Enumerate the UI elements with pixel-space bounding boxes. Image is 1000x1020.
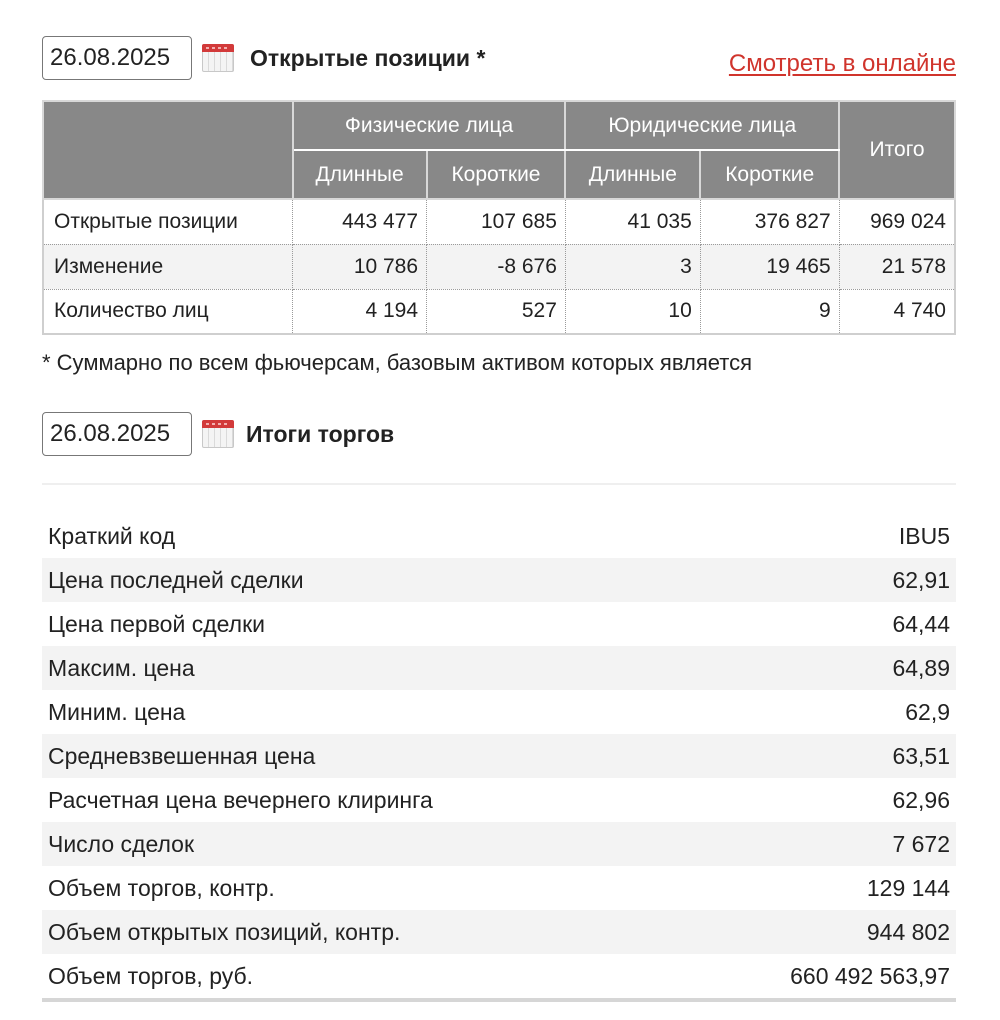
item-label: Миним. цена: [48, 698, 186, 725]
list-item: [42, 646, 956, 690]
list-item: [42, 778, 956, 822]
trading-results-list: [42, 514, 956, 1002]
item-label: Цена последней сделки: [48, 566, 304, 593]
calendar-icon[interactable]: [202, 420, 234, 448]
list-item: [42, 822, 956, 866]
item-value: 62,96: [892, 786, 950, 813]
cell-value: 41 035: [565, 199, 700, 244]
cell-value: 10: [565, 289, 700, 334]
header-total: Итого: [839, 101, 955, 199]
header-individuals-short: Короткие: [427, 150, 566, 199]
list-item: [42, 558, 956, 602]
item-label: Объем торгов, руб.: [48, 962, 254, 989]
item-value: 62,91: [892, 566, 950, 593]
cell-value: -8 676: [427, 244, 566, 289]
list-item: [42, 602, 956, 646]
item-value: 64,44: [892, 610, 950, 637]
cell-value: 443 477: [293, 199, 427, 244]
cell-value: 969 024: [839, 199, 955, 244]
item-value: 62,9: [905, 698, 950, 725]
cell-value: 107 685: [427, 199, 566, 244]
item-value: 944 802: [866, 918, 950, 945]
table-row-change: [43, 244, 955, 289]
header-individuals: Физические лица: [293, 101, 566, 150]
cell-value: 3: [565, 244, 700, 289]
view-online-link[interactable]: Смотреть в онлайне: [728, 50, 956, 77]
open-positions-date-input[interactable]: [42, 36, 192, 80]
row-label: Открытые позиции: [43, 199, 293, 244]
row-label: Количество лиц: [43, 289, 293, 334]
list-item: [42, 866, 956, 910]
item-label: Средневзвешенная цена: [48, 742, 316, 769]
list-item: [42, 514, 956, 558]
item-label: Число сделок: [48, 830, 195, 857]
list-bottom-border: [42, 998, 956, 1002]
header-legal-long: Длинные: [565, 150, 700, 199]
trading-results-title: Итоги торгов: [246, 420, 395, 447]
footnote: * Суммарно по всем фьючерсам, базовым активом которых является: [42, 350, 753, 375]
item-label: Максим. цена: [48, 654, 195, 681]
trading-results-header: [42, 412, 394, 456]
item-value: 63,51: [892, 742, 950, 769]
item-label: Расчетная цена вечернего клиринга: [48, 786, 433, 813]
cell-value: 10 786: [293, 244, 427, 289]
empty-header-cell: [43, 101, 293, 199]
item-label: Цена первой сделки: [48, 610, 265, 637]
calendar-icon[interactable]: [202, 44, 234, 72]
table-row-open-positions: [43, 199, 955, 244]
list-item: [42, 690, 956, 734]
item-label: Объем торгов, контр.: [48, 874, 275, 901]
cell-value: 376 827: [700, 199, 839, 244]
item-value: IBU5: [898, 522, 950, 549]
row-label: Изменение: [43, 244, 293, 289]
table-row-holders-count: [43, 289, 955, 334]
cell-value: 4 740: [839, 289, 955, 334]
cell-value: 19 465: [700, 244, 839, 289]
header-legal-entities: Юридические лица: [565, 101, 839, 150]
item-value: 129 144: [866, 874, 950, 901]
cell-value: 527: [427, 289, 566, 334]
header-legal-short: Короткие: [700, 150, 839, 199]
cell-value: 4 194: [293, 289, 427, 334]
list-item: [42, 734, 956, 778]
open-positions-title: Открытые позиции *: [250, 44, 486, 71]
item-value: 7 672: [892, 830, 950, 857]
list-item: [42, 910, 956, 954]
cell-value: 9: [700, 289, 839, 334]
cell-value: 21 578: [839, 244, 955, 289]
header-individuals-long: Длинные: [293, 150, 427, 199]
item-label: Объем открытых позиций, контр.: [48, 918, 401, 945]
trading-results-date-input[interactable]: [42, 412, 192, 456]
open-positions-header: [42, 36, 485, 80]
item-value: 660 492 563,97: [790, 962, 950, 989]
divider: [42, 483, 956, 485]
item-value: 64,89: [892, 654, 950, 681]
item-label: Краткий код: [48, 522, 176, 549]
list-item: [42, 954, 956, 998]
open-positions-table: [42, 100, 956, 335]
